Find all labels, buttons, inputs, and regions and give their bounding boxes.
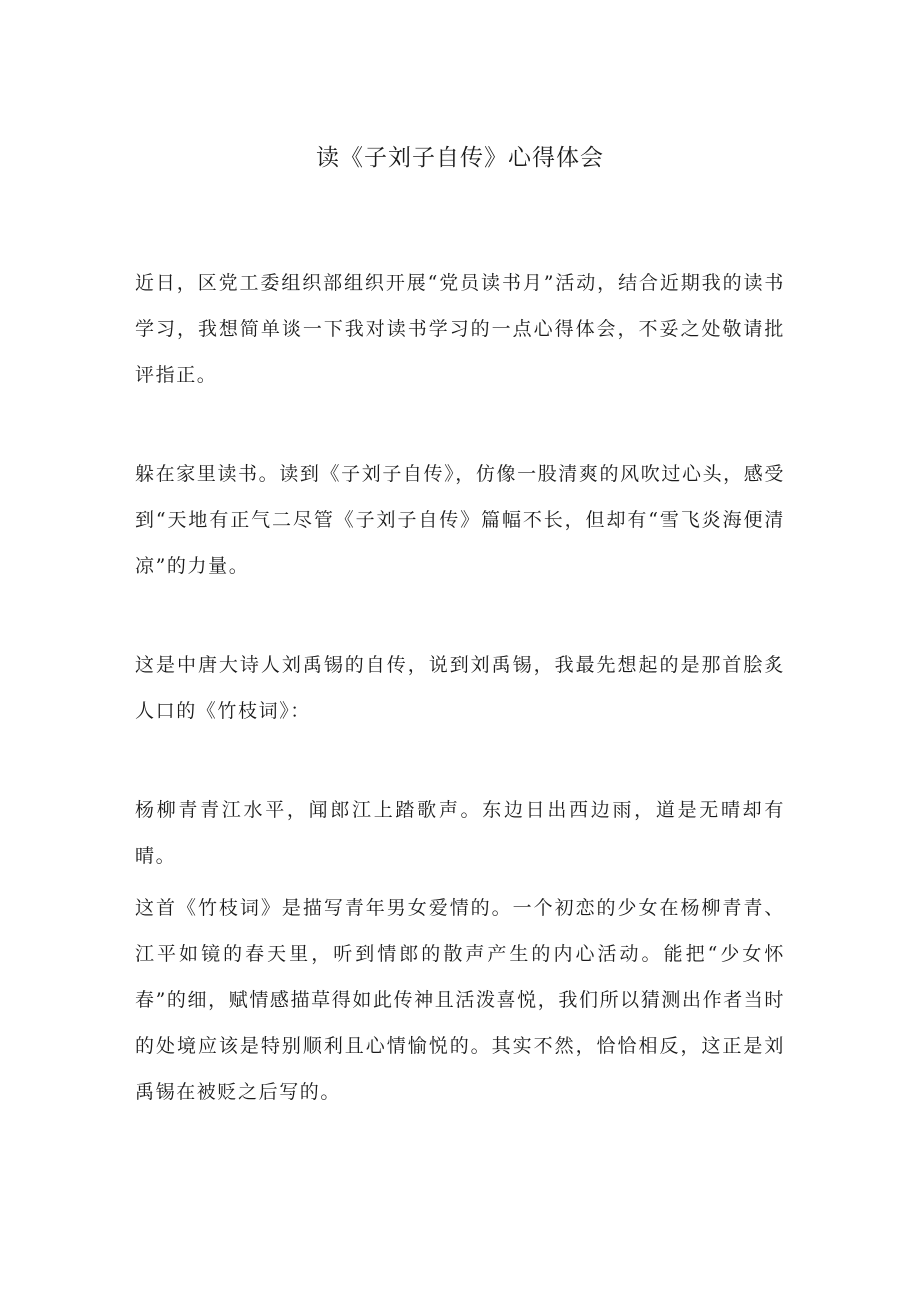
paragraph-poem: 杨柳青青江水平，闻郎江上踏歌声。东边日出西边雨，道是无晴却有晴。 — [135, 799, 785, 867]
paragraph-liu-yuxi: 这是中唐大诗人刘禹锡的自传，说到刘禹锡，我最先想起的是那首脍炙人口的《竹枝词》： — [135, 654, 785, 722]
paragraph-reading-at-home: 躲在家里读书。读到《子刘子自传》，仿像一股清爽的风吹过心头，感受到“天地有正气二尽管《子刘子自传》篇幅不长，但却有“雪飞炎海便清凉”的力量。 — [135, 463, 785, 577]
paragraph-poem-analysis: 这首《竹枝词》是描写青年男女爱情的。一个初恋的少女在杨柳青青、江平如镜的春天里，听到情郎的散声产生的内心活动。能把“少女怀春”的细，赋情感描草得如此传神且活泼喜悦，我们所以猜测出作者当时的处境应该是特别顺利且心情愉悦的。其实不然，恰恰相反，这正是刘禹锡在被贬之后写的。 — [135, 897, 785, 1103]
paragraph-intro: 近日，区党工委组织部组织开展“党员读书月”活动，结合近期我的读书学习，我想简单谈一下我对读书学习的一点心得体会，不妥之处敬请批评指正。 — [135, 272, 785, 386]
document-title: 读《子刘子自传》心得体会 — [316, 145, 604, 171]
